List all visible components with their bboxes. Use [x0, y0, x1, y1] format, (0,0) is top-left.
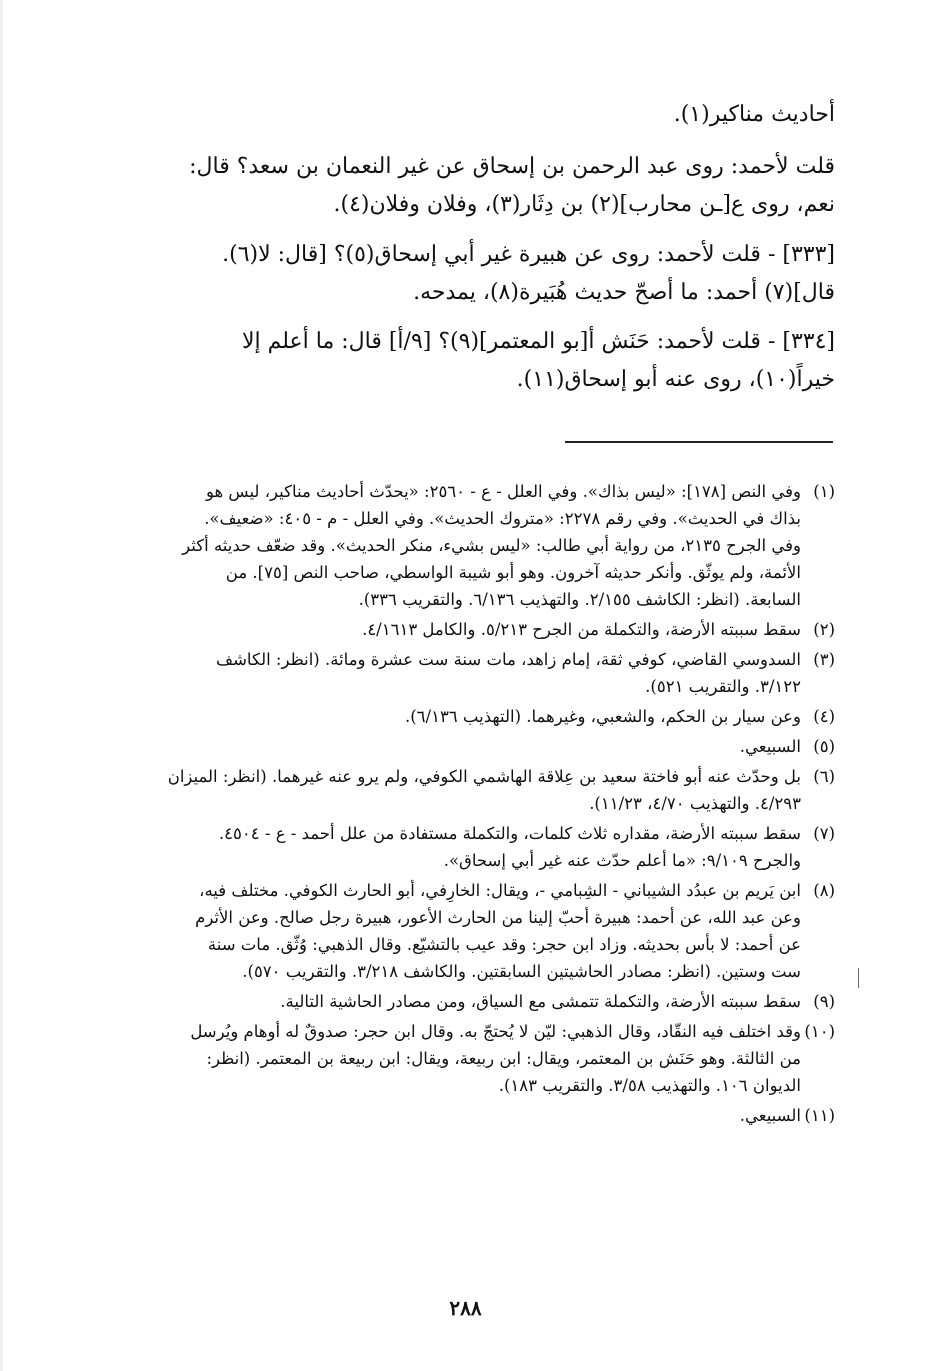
footnote-line: السابعة. (انظر: الكاشف ٢/١٥٥. والتهذيب ٦/١٣٦. والتقريب ٣٣٦). [358, 590, 801, 609]
footnote-9 [90, 988, 835, 1015]
main-text-paragraph-1 [90, 96, 835, 134]
footnote-line: الديوان ١٠٦. والتهذيب ٣/٥٨. والتقريب ١٨٣). [498, 1076, 801, 1095]
footnote-number: (٨) [813, 881, 835, 900]
main-text-line: أحاديث مناكير(١). [673, 102, 835, 127]
main-text-line: قال](٧) أحمد: ما أصحّ حديث هُبَيرة(٨)، يمدحه. [413, 280, 835, 305]
main-text-line: قلت لأحمد: روى عبد الرحمن بن إسحاق عن غير النعمان بن سعد؟ قال: [189, 154, 835, 179]
footnote-10 [90, 1018, 835, 1099]
footnote-number: (٦) [813, 767, 835, 786]
main-text-line: نعم، روى ع[ـن محارب](٢) بن دِثَار(٣)، وفلان وفلان(٤). [333, 192, 835, 217]
footnote-line: سقط سببته الأرضة، مقداره ثلاث كلمات، والتكملة مستفادة من علل أحمد - ع - ٤٥٠٤. [218, 824, 801, 843]
footnote-number: (٥) [813, 737, 835, 756]
footnote-line: الأئمة، ولم يوثّق. وأنكر حديثه آخرون. وهو أبو شيبة الواسطي، صاحب النص [٧٥]. من [225, 563, 801, 582]
footnote-line: بذاك في الحديث». وفي رقم ٢٢٧٨: «متروك الحديث». وفي العلل - م - ٤٠٥: «ضعيف». [204, 509, 801, 528]
footnote-8 [90, 877, 835, 985]
footnote-line: ابن يَريم بن عبدُد الشيباني - الشِبامي -، ويقال: الخارِفي، أبو الحارث الكوفي. مختلف فيه، [199, 881, 801, 900]
footnote-line: سقط سببته الأرضة، والتكملة تتمشى مع السياق، ومن مصادر الحاشية التالية. [280, 992, 801, 1011]
main-text-paragraph-2 [90, 148, 835, 224]
main-text-paragraph-3 [90, 236, 835, 312]
footnote-line: عن أحمد: لا بأس بحديثه. وزاد ابن حجر: وقد عيب بالتشيّع. وقال الذهبي: وُثّق. مات سنة [207, 935, 801, 954]
footnote-line: ٤/٢٩٣. والتهذيب ٤/٧٠، ١١/٢٣). [589, 794, 801, 813]
footnote-6 [90, 763, 835, 817]
scan-edge [0, 0, 3, 1371]
footnote-2 [90, 616, 835, 643]
footnote-line: والجرح ٩/١٠٩: «ما أعلم حدّث عنه غير أبي إسحاق». [443, 851, 801, 870]
footnote-line: بل وحدّث عنه أبو فاختة سعيد بن عِلاقة الهاشمي الكوفي، ولم يرو عنه غيرهما. (انظر: الميزان [167, 767, 801, 786]
footnote-line: وفي الجرح ٢١٣٥، من رواية أبي طالب: «ليس بشيء، منكر الحديث». وقد ضعّف حديثه أكثر [182, 536, 801, 555]
main-text-line: خيراً(١٠)، روى عنه أبو إسحاق(١١). [516, 367, 835, 392]
footnote-line: السدوسي القاضي، كوفي ثقة، إمام زاهد، مات سنة ست عشرة ومائة. (انظر: الكاشف [216, 650, 801, 669]
footnote-line: السبيعي. [739, 1106, 801, 1125]
footnote-number: (٢) [813, 620, 835, 639]
main-text-line: [٣٣٤] - قلت لأحمد: حَنَش أ[بو المعتمر](٩)؟ [٩/أ] قال: ما أعلم إلا [241, 329, 835, 354]
footnote-line: سقط سببته الأرضة، والتكملة من الجرح ٥/٢١٣. والكامل ٤/١٦١٣. [362, 620, 801, 639]
footnote-separator [565, 441, 833, 443]
footnote-11 [90, 1102, 835, 1129]
footnote-number: (٣) [813, 650, 835, 669]
footnote-line: السبيعي. [739, 737, 801, 756]
footnotes [90, 478, 835, 1132]
footnote-line: من الثالثة. وهو حَنَش بن المعتمر، ويقال: ابن ربيعة، ويقال: ابن ربيعة بن المعتمر. (انظر: [206, 1049, 801, 1068]
footnote-number: (١٠) [804, 1022, 835, 1041]
margin-tick [858, 968, 859, 988]
page-number: ٢٨٨ [449, 1296, 482, 1320]
footnote-line: وقد اختلف فيه النقّاد، وقال الذهبي: ليّن لا يُحتجّ به. وقال ابن حجر: صدوقٌ له أوهام ويُرسل [190, 1022, 801, 1041]
footnote-number: (١) [813, 482, 835, 501]
footnote-line: ٣/١٢٢. والتقريب ٥٢١). [645, 677, 801, 696]
main-text-paragraph-4 [90, 323, 835, 399]
footnote-line: وعن عبد الله، عن أحمد: هبيرة أحبّ إلينا من الحارث الأعور، هبيرة رجل صالح. وعن الأثرم [195, 908, 801, 927]
footnote-7 [90, 820, 835, 874]
footnote-line: وعن سيار بن الحكم، والشعبي، وغيرهما. (التهذيب ٦/١٣٦). [404, 707, 801, 726]
footnote-5 [90, 733, 835, 760]
footnote-number: (١١) [804, 1106, 835, 1125]
footnote-number: (٩) [813, 992, 835, 1011]
footnote-number: (٤) [813, 707, 835, 726]
footnote-1 [90, 478, 835, 613]
footnote-number: (٧) [813, 824, 835, 843]
main-text-line: [٣٣٣] - قلت لأحمد: روى عن هبيرة غير أبي إسحاق(٥)؟ [قال: لا(٦). [222, 242, 835, 267]
footnote-3 [90, 646, 835, 700]
footnote-line: وفي النص [١٧٨]: «ليس بذاك». وفي العلل - ع - ٢٥٦٠: «يحدّث أحاديث مناكير، ليس هو [205, 482, 801, 501]
footnote-4 [90, 703, 835, 730]
footnote-line: ست وستين. (انظر: مصادر الحاشيتين السابقتين. والكاشف ٣/٢١٨. والتقريب ٥٧٠). [242, 962, 801, 981]
